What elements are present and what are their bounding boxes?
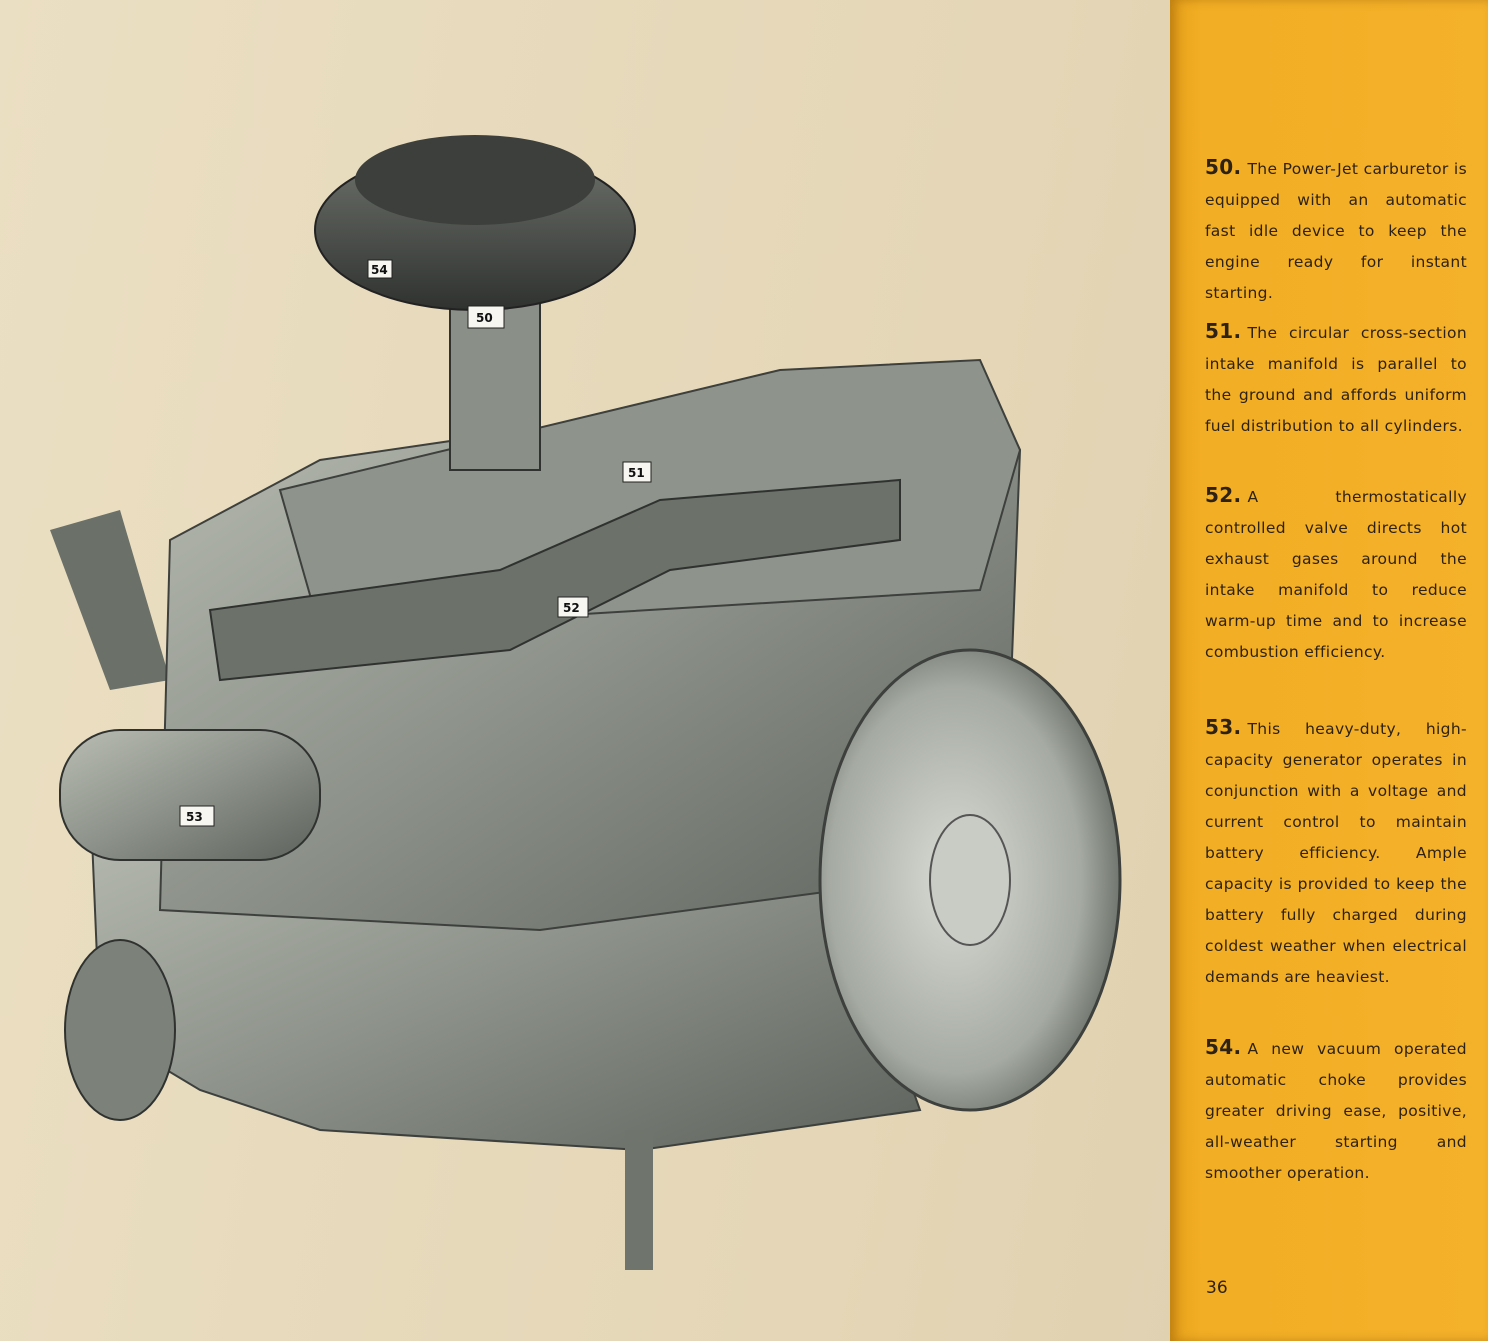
callout-51 bbox=[623, 462, 651, 482]
note-53 bbox=[1205, 712, 1467, 993]
callout-50 bbox=[468, 306, 504, 328]
callout-54 bbox=[368, 260, 392, 278]
callout-53 bbox=[180, 806, 214, 826]
note-text: The Power-Jet carburetor is equipped with an automatic fast idle device to keep the engine ready for instant starting. bbox=[1205, 160, 1467, 302]
svg-text:50: 50 bbox=[476, 311, 493, 325]
callout-52 bbox=[558, 597, 588, 617]
note-number: 54. bbox=[1205, 1035, 1242, 1059]
svg-text:51: 51 bbox=[628, 466, 645, 480]
fan-blade bbox=[50, 510, 170, 690]
note-number: 53. bbox=[1205, 715, 1242, 739]
note-52 bbox=[1205, 480, 1467, 668]
note-number: 52. bbox=[1205, 483, 1242, 507]
svg-text:53: 53 bbox=[186, 810, 203, 824]
pulley bbox=[65, 940, 175, 1120]
note-text: A new vacuum operated automatic choke provides greater driving ease, positive, all-weather starting and smoother operation. bbox=[1205, 1040, 1467, 1182]
note-number: 51. bbox=[1205, 319, 1242, 343]
generator bbox=[60, 730, 320, 860]
drain-pipe bbox=[625, 1130, 653, 1270]
note-54 bbox=[1205, 1032, 1467, 1189]
svg-text:52: 52 bbox=[563, 601, 580, 615]
note-50 bbox=[1205, 152, 1467, 309]
note-text: A thermostatically controlled valve directs hot exhaust gases around the intake manifold to reduce warm-up time and to increase combustion efficiency. bbox=[1205, 488, 1467, 661]
page-number: 36 bbox=[1206, 1278, 1228, 1298]
note-number: 50. bbox=[1205, 155, 1242, 179]
note-text: The circular cross-section intake manifold is parallel to the ground and affords uniform fuel distribution to all cylinders. bbox=[1205, 324, 1467, 435]
engine-illustration bbox=[20, 70, 1170, 1300]
note-51 bbox=[1205, 316, 1467, 442]
svg-text:54: 54 bbox=[371, 263, 388, 277]
note-text: This heavy-duty, high-capacity generator operates in conjunction with a voltage and current control to maintain battery efficiency. Ample capacity is provided to keep the battery fully charged during coldest weather when electrical demands are heaviest. bbox=[1205, 720, 1467, 986]
